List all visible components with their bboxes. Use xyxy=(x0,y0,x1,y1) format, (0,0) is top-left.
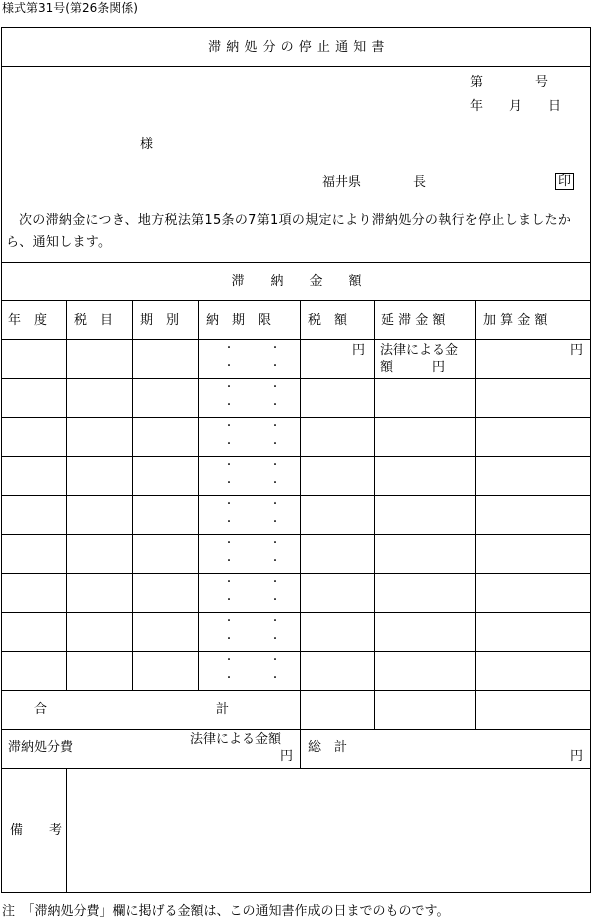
rule-row xyxy=(1,651,591,652)
due-date-dot: ・ xyxy=(224,460,234,471)
total-label: 合 計 xyxy=(34,702,230,717)
due-date-dot: ・ xyxy=(224,595,234,606)
due-date-dot: ・ xyxy=(270,478,280,489)
rule-row xyxy=(1,417,591,418)
col-header-surcharge: 加 算 金 額 xyxy=(483,313,548,328)
remarks-label: 備 考 xyxy=(10,823,63,838)
due-date-dot: ・ xyxy=(270,460,280,471)
rule-title xyxy=(1,66,591,67)
due-date-dot: ・ xyxy=(224,499,234,510)
due-date-dot: ・ xyxy=(270,343,280,354)
col-header-tax-amount: 税 額 xyxy=(308,313,348,328)
issuer: 福井県 長 xyxy=(322,175,427,190)
col-header-year: 年 度 xyxy=(8,313,48,328)
due-date-dot: ・ xyxy=(270,400,280,411)
col-header-due-date: 納 期 限 xyxy=(206,313,272,328)
rule-row xyxy=(1,456,591,457)
grand-total-divider xyxy=(300,729,301,768)
due-date-dot: ・ xyxy=(224,361,234,372)
col-divider xyxy=(475,300,476,729)
due-date-dot: ・ xyxy=(224,382,234,393)
col-divider xyxy=(300,300,301,729)
rule-fee xyxy=(1,729,591,730)
seal-mark: 印 xyxy=(555,173,574,190)
remarks-divider xyxy=(66,768,67,893)
rule-row xyxy=(1,378,591,379)
due-date-dot: ・ xyxy=(270,361,280,372)
due-date-dot: ・ xyxy=(224,655,234,666)
rule-remarks xyxy=(1,768,591,769)
due-date-dot: ・ xyxy=(224,556,234,567)
row1-late-fee-line2: 額 円 xyxy=(380,360,446,375)
due-date-dot: ・ xyxy=(224,538,234,549)
row1-late-fee-line1: 法律による金 xyxy=(380,343,459,358)
due-date-dot: ・ xyxy=(270,517,280,528)
col-divider xyxy=(132,300,133,690)
due-date-dot: ・ xyxy=(270,673,280,684)
due-date-dot: ・ xyxy=(224,634,234,645)
due-date-dot: ・ xyxy=(224,673,234,684)
due-date-dot: ・ xyxy=(224,439,234,450)
due-date-dot: ・ xyxy=(270,616,280,627)
due-date-dot: ・ xyxy=(270,595,280,606)
due-date-dot: ・ xyxy=(270,577,280,588)
form-title: 滞 納 処 分 の 停 止 通 知 書 xyxy=(208,40,385,55)
due-date-dot: ・ xyxy=(224,400,234,411)
col-header-period: 期 別 xyxy=(140,313,180,328)
form-label: 様式第31号(第26条関係) xyxy=(2,1,138,15)
col-header-late-fee: 延 滞 金 額 xyxy=(381,313,446,328)
col-divider xyxy=(198,300,199,690)
row1-tax-unit: 円 xyxy=(352,343,366,358)
notice-text: 次の滞納金につき、地方税法第15条の7第1項の規定により滞納処分の執行を停止しましたから、通知します。 xyxy=(6,213,572,250)
rule-section xyxy=(1,300,591,301)
rule-row xyxy=(1,573,591,574)
number-label: 第 号 xyxy=(470,75,549,90)
date-label: 年 月 日 xyxy=(470,99,562,114)
col-divider xyxy=(374,300,375,729)
col-divider xyxy=(66,300,67,690)
fee-legal-text: 法律による金額 xyxy=(190,732,282,747)
rule-header xyxy=(1,339,591,340)
col-header-tax-item: 税 目 xyxy=(74,313,114,328)
rule-row xyxy=(1,612,591,613)
due-date-dot: ・ xyxy=(224,421,234,432)
fee-legal-unit: 円 xyxy=(280,749,294,764)
due-date-dot: ・ xyxy=(270,556,280,567)
recipient-suffix: 様 xyxy=(140,137,154,152)
due-date-dot: ・ xyxy=(270,421,280,432)
grand-total-unit: 円 xyxy=(570,749,584,764)
due-date-dot: ・ xyxy=(224,478,234,489)
due-date-dot: ・ xyxy=(270,499,280,510)
due-date-dot: ・ xyxy=(224,517,234,528)
due-date-dot: ・ xyxy=(270,382,280,393)
due-date-dot: ・ xyxy=(270,655,280,666)
row1-surcharge-unit: 円 xyxy=(570,343,584,358)
rule-total xyxy=(1,690,591,691)
due-date-dot: ・ xyxy=(224,343,234,354)
due-date-dot: ・ xyxy=(270,439,280,450)
due-date-dot: ・ xyxy=(270,538,280,549)
due-date-dot: ・ xyxy=(224,577,234,588)
rule-row xyxy=(1,495,591,496)
fee-label: 滞納処分費 xyxy=(8,740,74,755)
due-date-dot: ・ xyxy=(224,616,234,627)
rule-row xyxy=(1,534,591,535)
footnote: 注 「滞納処分費」欄に掲げる金額は、この通知書作成の日までのものです。 xyxy=(2,904,450,919)
due-date-dot: ・ xyxy=(270,634,280,645)
form-frame xyxy=(1,27,591,893)
section-title: 滞 納 金 額 xyxy=(231,274,362,289)
rule-notice xyxy=(1,262,591,263)
grand-total-label: 総 計 xyxy=(308,740,348,755)
